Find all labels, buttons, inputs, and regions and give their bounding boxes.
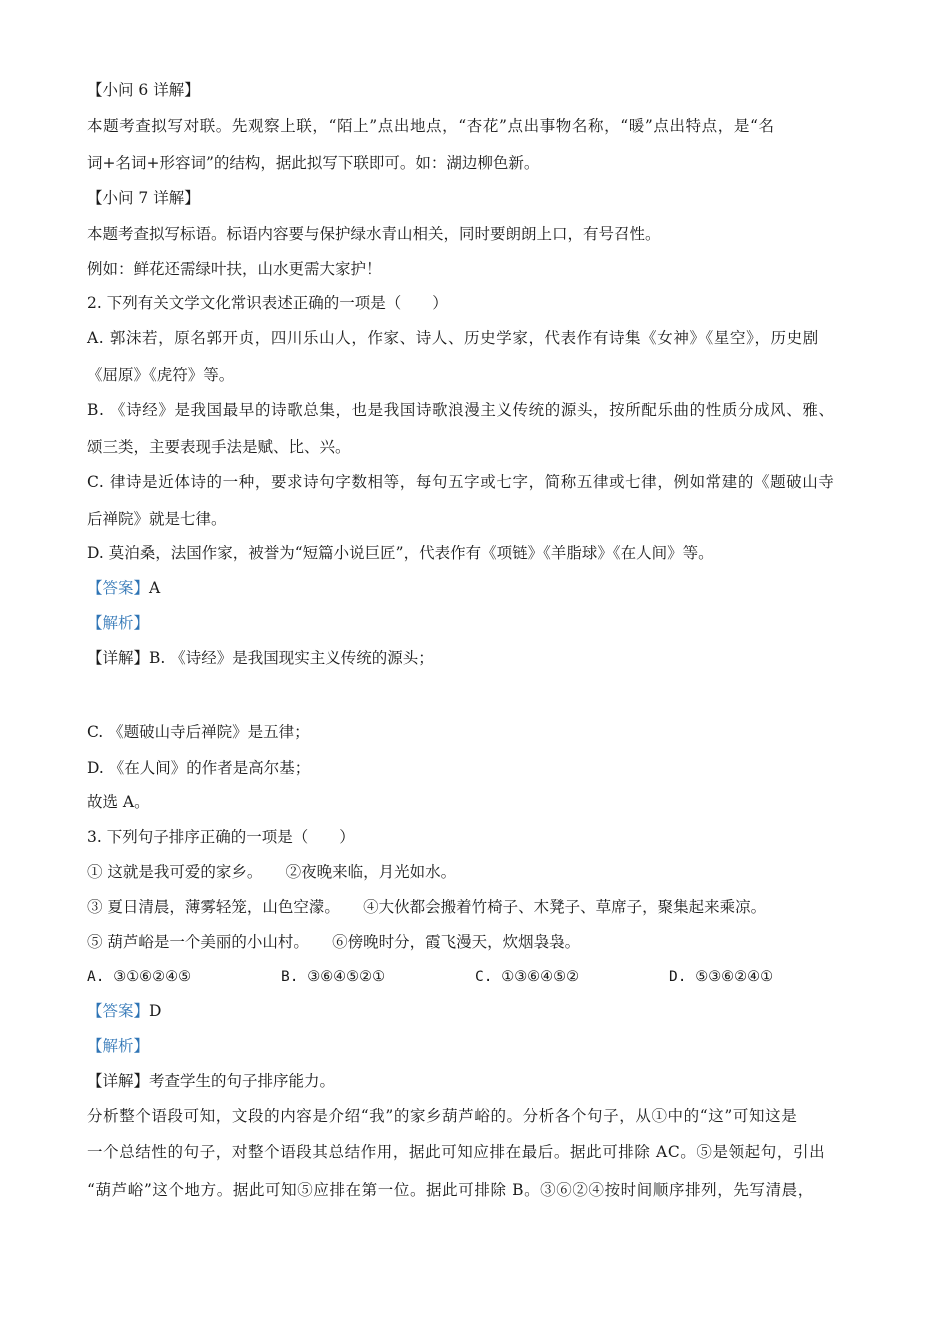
- q2-option-a-line1: A. 郭沫若，原名郭开贞，四川乐山人，作家、诗人、历史学家，代表作有诗集《女神》《星空》，历史剧: [87, 329, 819, 347]
- q3-sentences-row2: ③ 夏日清晨，薄雾轻笼，山色空濛。 ④大伙都会搬着竹椅子、木凳子、草席子，聚集起来乘凉。: [87, 898, 767, 916]
- q7-heading: 【小问 7 详解】: [87, 189, 200, 207]
- q2-option-c-line1: C. 律诗是近体诗的一种，要求诗句字数相等，每句五字或七字，简称五律或七律，例如常建的《题破山寺: [87, 473, 835, 491]
- q6-heading: 【小问 6 详解】: [87, 81, 200, 99]
- q3-option-c: C. ①③⑥④⑤②: [475, 969, 580, 985]
- answer-tag: 【答案】: [87, 579, 150, 597]
- answer-value: A: [149, 579, 161, 597]
- answer-tag: 【答案】: [87, 1002, 150, 1020]
- q2-detail-b: 【详解】B. 《诗经》是我国现实主义传统的源头；: [87, 649, 434, 667]
- q2-option-b-line1: B. 《诗经》是我国最早的诗歌总集，也是我国诗歌浪漫主义传统的源头，按所配乐曲的性质分成风、雅、: [87, 401, 835, 419]
- q7-line2: 例如：鲜花还需绿叶扶，山水更需大家护！: [87, 260, 382, 278]
- q6-line1: 本题考查拟写对联。先观察上联，“陌上”点出地点，“杏花”点出事物名称，“暖”点出特点，是“名: [87, 117, 775, 135]
- q2-option-a-line2: 《屈原》《虎符》等。: [87, 366, 235, 384]
- q3-sentences-row3: ⑤ 葫芦峪是一个美丽的小山村。 ⑥傍晚时分，霞飞漫天，炊烟袅袅。: [87, 933, 581, 951]
- q7-line1: 本题考查拟写标语。标语内容要与保护绿水青山相关，同时要朗朗上口，有号召性。: [87, 225, 661, 243]
- q3-para-line1: 分析整个语段可知，文段的内容是介绍“我”的家乡葫芦峪的。分析各个句子，从①中的“这”可知这是: [87, 1107, 798, 1125]
- answer-value: D: [149, 1002, 162, 1020]
- q3-sentences-row1: ① 这就是我可爱的家乡。 ②夜晚来临，月光如水。: [87, 863, 457, 881]
- q3-analysis-tag: 【解析】: [87, 1037, 150, 1055]
- q2-analysis-tag: 【解析】: [87, 614, 150, 632]
- q2-detail-d: D. 《在人间》的作者是高尔基；: [87, 759, 311, 777]
- q3-answer: [87, 1001, 161, 1021]
- q6-line2: 词+名词+形容词”的结构，据此拟写下联即可。如：湖边柳色新。: [87, 154, 540, 172]
- q2-option-d: D. 莫泊桑，法国作家，被誉为“短篇小说巨匠”，代表作有《项链》《羊脂球》《在人间》等。: [87, 544, 714, 562]
- q3-option-a: A. ③①⑥②④⑤: [87, 969, 192, 985]
- q3-para-line3: “葫芦峪”这个地方。据此可知⑤应排在第一位。据此可排除 B。③⑥②④按时间顺序排列，先写清晨，: [87, 1181, 814, 1199]
- q3-para-line2: 一个总结性的句子，对整个语段其总结作用，据此可知应排在最后。据此可排除 AC。⑤是领起句，引出: [87, 1143, 826, 1161]
- q3-stem: 3. 下列句子排序正确的一项是（ ）: [87, 828, 355, 846]
- q3-option-d: D. ⑤③⑥②④①: [669, 969, 774, 985]
- q2-stem: 2. 下列有关文学文化常识表述正确的一项是（ ）: [87, 294, 448, 312]
- q2-option-b-line2: 颂三类，主要表现手法是赋、比、兴。: [87, 438, 351, 456]
- q3-detail: 【详解】考查学生的句子排序能力。: [87, 1072, 336, 1090]
- q3-option-b: B. ③⑥④⑤②①: [281, 969, 386, 985]
- q2-answer: [87, 578, 160, 598]
- q2-conclusion: 故选 A。: [87, 793, 150, 811]
- q2-detail-c: C. 《题破山寺后禅院》是五律；: [87, 723, 310, 741]
- q2-option-c-line2: 后禅院》就是七律。: [87, 510, 227, 528]
